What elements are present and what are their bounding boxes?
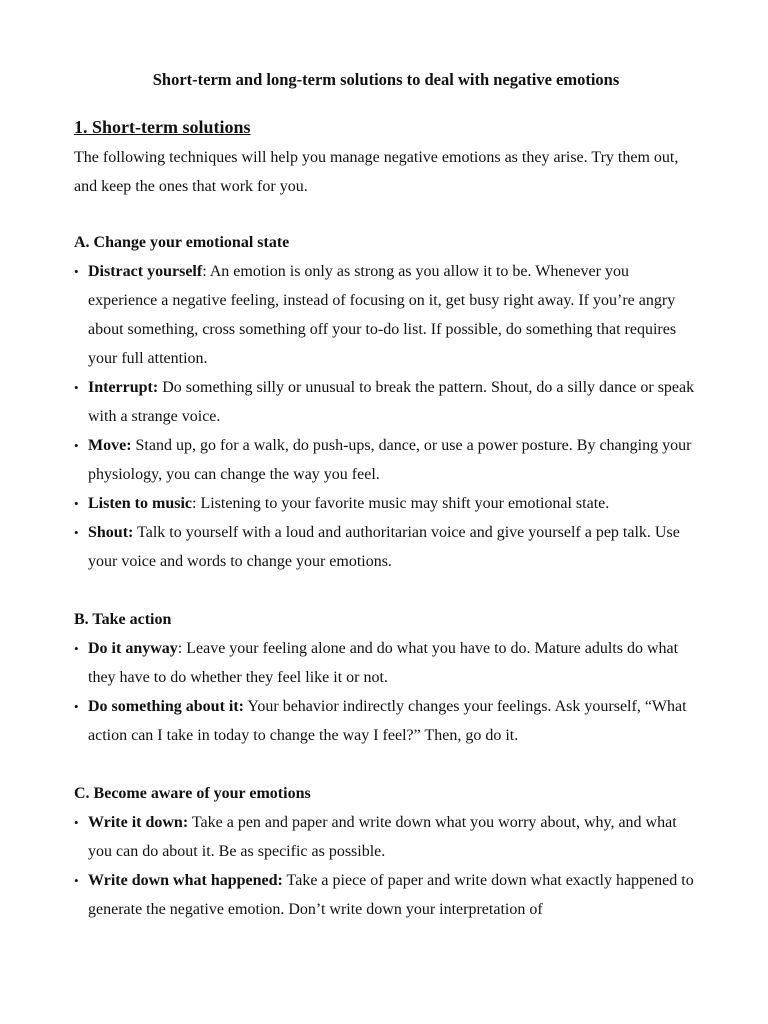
- bullet-icon: •: [74, 525, 79, 540]
- item-term: Write it down:: [88, 814, 189, 831]
- list-item: [74, 634, 698, 692]
- bullet-icon: •: [74, 496, 79, 511]
- list-item: [74, 257, 698, 373]
- document-title: Short-term and long-term solutions to deal with negative emotions: [152, 70, 620, 89]
- group-take-action: [74, 606, 698, 750]
- list-item: [74, 373, 698, 431]
- list-item: [74, 489, 698, 518]
- item-text: Stand up, go for a walk, do push-ups, dance, or use a power posture. By changing your physiology, you can change the way you feel.: [88, 437, 692, 483]
- item-text: Take a pen and paper and write down what you worry about, why, and what you can do about it. Be as specific as possible.: [88, 814, 677, 860]
- bullet-icon: •: [74, 380, 79, 395]
- item-text: Talk to yourself with a loud and authoritarian voice and give yourself a pep talk. Use your voice and words to change your emotions.: [88, 524, 680, 570]
- item-term: Write down what happened:: [88, 872, 283, 889]
- item-text: Your behavior indirectly changes your feelings. Ask yourself, “What action can I take in today to change the way I feel?” Then, go do it.: [88, 698, 687, 744]
- item-term: Do it anyway: [88, 640, 178, 657]
- document-page: [74, 66, 698, 924]
- item-term: Listen to music: [88, 495, 192, 512]
- bullet-icon: •: [74, 699, 79, 714]
- group-heading: C. Become aware of your emotions: [74, 785, 311, 802]
- list-item: [74, 518, 698, 576]
- item-term: Do something about it:: [88, 698, 245, 715]
- bullet-icon: •: [74, 815, 79, 830]
- item-text: Do something silly or unusual to break the pattern. Shout, do a silly dance or speak with a strange voice.: [88, 379, 695, 425]
- section-intro: The following techniques will help you manage negative emotions as they arise. Try them out, and keep the ones that work for you.: [74, 149, 679, 195]
- bullet-list: [74, 257, 698, 576]
- item-text: : Listening to your favorite music may shift your emotional state.: [192, 495, 610, 512]
- bullet-icon: •: [74, 264, 79, 279]
- group-heading: B. Take action: [74, 611, 172, 628]
- item-text: Take a piece of paper and write down what exactly happened to generate the negative emotion. Don’t write down your interpretation of: [88, 872, 694, 918]
- section-heading-short-term: 1. Short-term solutions: [74, 117, 251, 137]
- group-change-emotional-state: [74, 229, 698, 576]
- list-item: [74, 866, 698, 924]
- group-become-aware: [74, 780, 698, 924]
- list-item: [74, 808, 698, 866]
- item-text: : Leave your feeling alone and do what you have to do. Mature adults do what they have to do whether they feel like it or not.: [88, 640, 679, 686]
- bullet-list: [74, 634, 698, 750]
- list-item: [74, 431, 698, 489]
- item-term: Move:: [88, 437, 132, 454]
- list-item: [74, 692, 698, 750]
- bullet-icon: •: [74, 873, 79, 888]
- bullet-list: [74, 808, 698, 924]
- bullet-icon: •: [74, 641, 79, 656]
- item-text: : An emotion is only as strong as you allow it to be. Whenever you experience a negative feeling, instead of focusing on it, get busy right away. If you’re angry about something, cross something off your to-do list. If possible, do something that requires your full attention.: [88, 263, 677, 367]
- item-term: Distract yourself: [88, 263, 203, 280]
- item-term: Shout:: [88, 524, 134, 541]
- group-heading: A. Change your emotional state: [74, 234, 290, 251]
- bullet-icon: •: [74, 438, 79, 453]
- item-term: Interrupt:: [88, 379, 159, 396]
